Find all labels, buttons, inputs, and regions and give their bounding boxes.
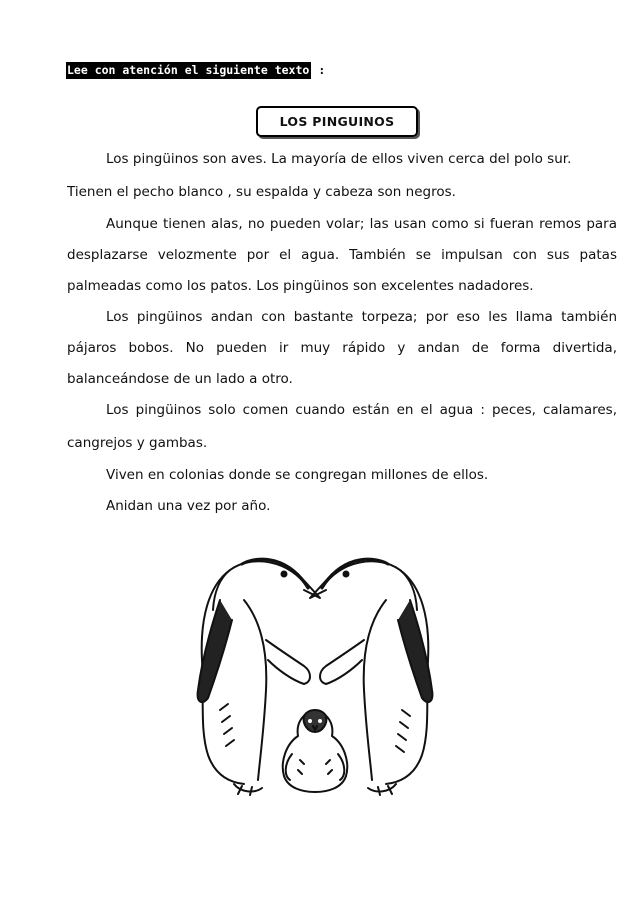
title-box	[256, 106, 418, 137]
page-title: LOS PINGUINOS	[279, 114, 395, 129]
reading-text	[67, 144, 617, 522]
instruction-colon: :	[318, 63, 326, 77]
penguin-family-icon	[180, 540, 450, 800]
text-line: Los pingüinos solo comen cuando están en el agua : peces, calamares,	[106, 402, 617, 418]
text-line: pájaros bobos. No pueden ir muy rápido y andan de forma divertida,	[67, 340, 617, 356]
text-line: Aunque tienen alas, no pueden volar; las usan como si fueran remos para	[106, 216, 617, 232]
text-line: balanceándose de un lado a otro.	[67, 371, 293, 387]
text-line: Los pingüinos andan con bastante torpeza; por eso les llama también	[106, 309, 617, 325]
penguin-family-illustration	[180, 540, 450, 800]
instruction	[66, 63, 325, 77]
text-line: Viven en colonias donde se congregan millones de ellos.	[106, 467, 489, 483]
text-line: Tienen el pecho blanco , su espalda y cabeza son negros.	[67, 184, 456, 200]
text-line: desplazarse velozmente por el agua. También se impulsan con sus patas	[67, 247, 617, 263]
text-line: Anidan una vez por año.	[106, 498, 271, 514]
text-line: Los pingüinos son aves. La mayoría de ellos viven cerca del polo sur.	[106, 151, 572, 167]
text-line: palmeadas como los patos. Los pingüinos son excelentes nadadores.	[67, 278, 534, 294]
text-line: cangrejos y gambas.	[67, 435, 208, 451]
instruction-text: Lee con atención el siguiente texto	[67, 63, 310, 77]
